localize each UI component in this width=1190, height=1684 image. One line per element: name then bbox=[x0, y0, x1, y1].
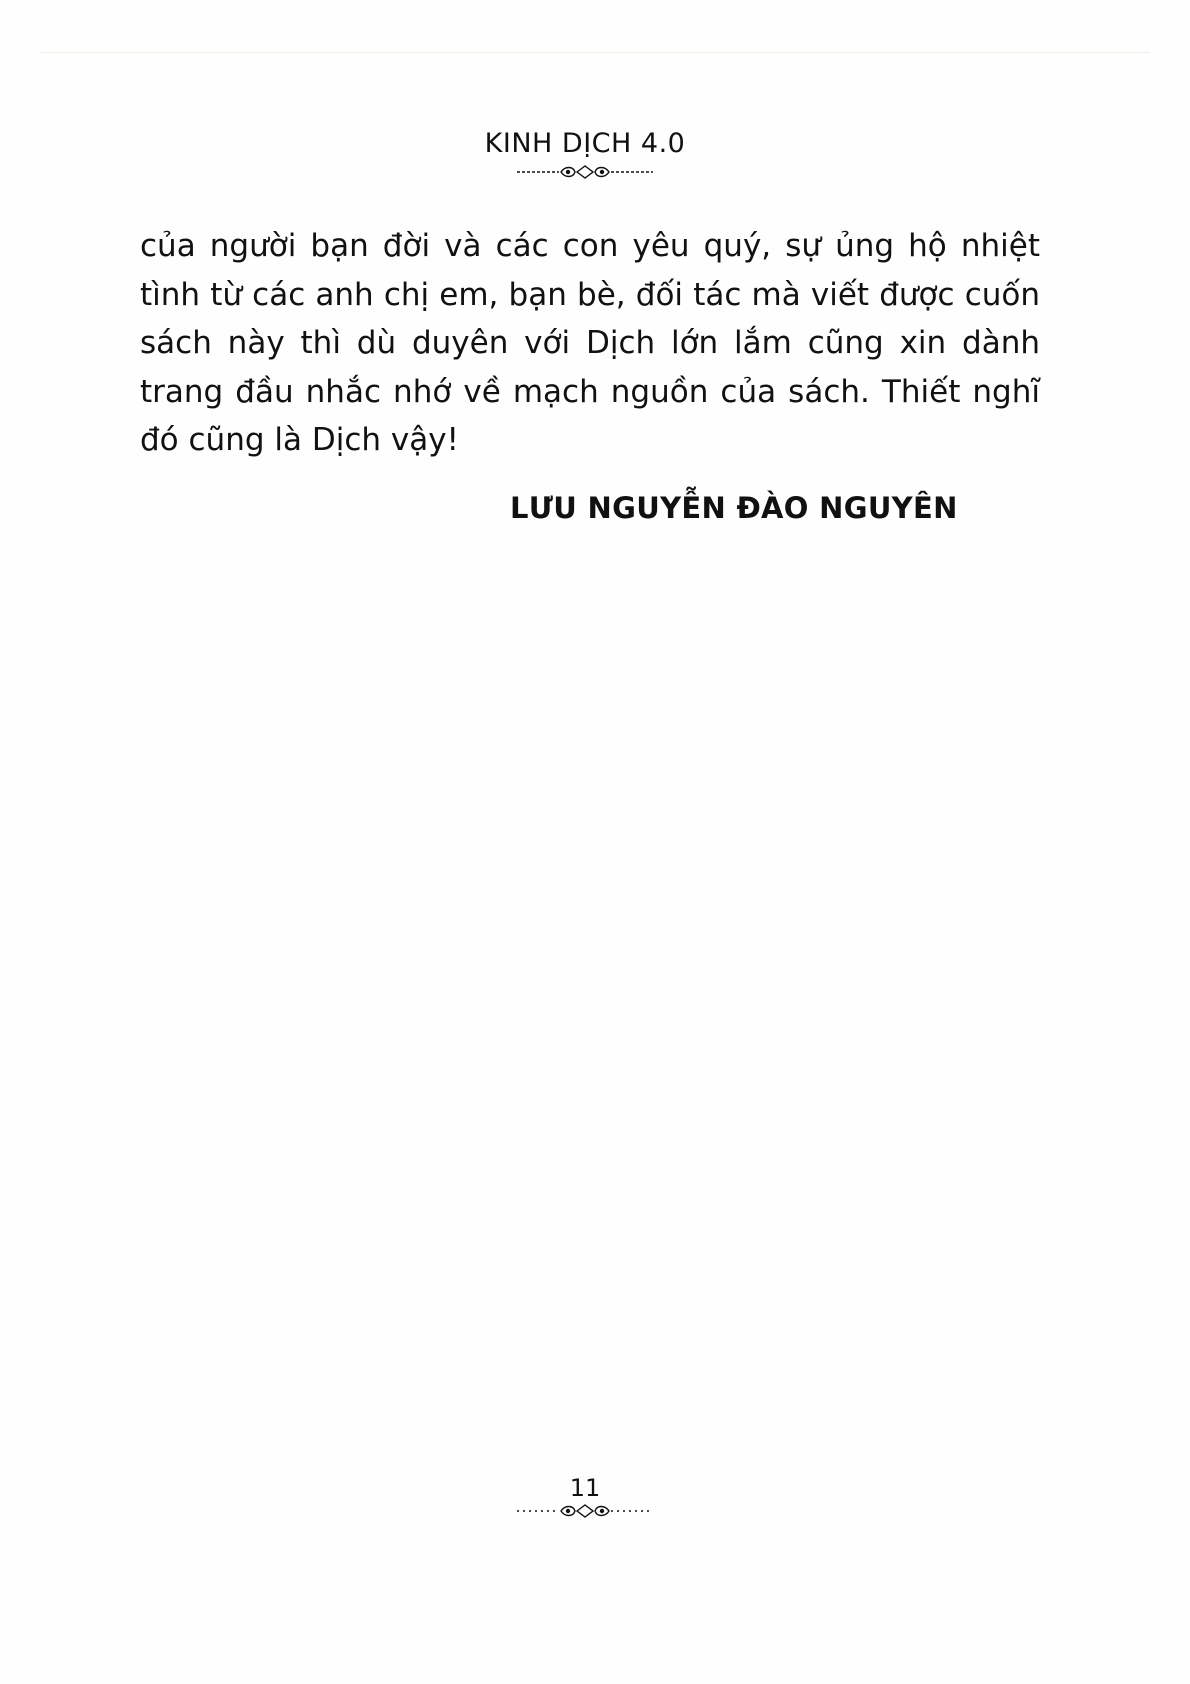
footer-ornament-icon bbox=[0, 1503, 1170, 1523]
running-header: KINH DỊCH 4.0 bbox=[484, 128, 686, 159]
body-paragraph bbox=[140, 222, 1040, 465]
page-number: 11 bbox=[569, 1474, 601, 1502]
paragraph-text: của người bạn đời và các con yêu quý, sự ủng hộ nhiệt tình từ các anh chị em, bạn bè, đối tác mà viết được cuốn sách này thì dù duyên với Dịch lớn lắm cũng xin dành trang đầu nhắc nhớ về mạch nguồn của sách. Thiết nghĩ đó cũng là Dịch vậy! bbox=[140, 228, 1040, 458]
author-signature: LƯU NGUYỄN ĐÀO NGUYÊN bbox=[510, 491, 958, 525]
header-ornament-icon bbox=[0, 164, 1170, 184]
page-top-edge bbox=[40, 52, 1150, 53]
